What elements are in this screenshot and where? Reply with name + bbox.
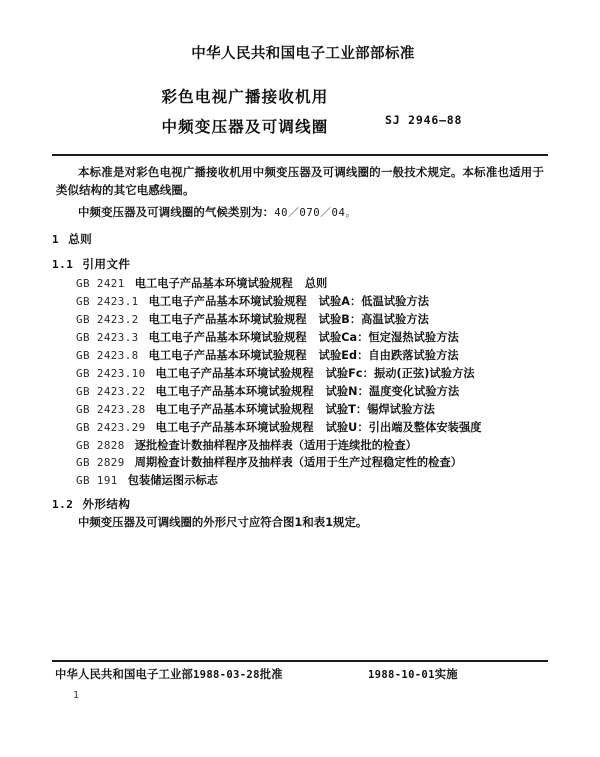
reference-subtitle: 试验U：引出端及整体安装强度 (325, 420, 482, 434)
section-heading-1-1 (0, 256, 600, 272)
reference-title: 周期检查计数抽样程序及抽样表（适用于生产过程稳定性的检查） (134, 456, 463, 470)
effective-statement (368, 666, 458, 682)
reference-code: GB 2423.3 (76, 331, 139, 345)
section-heading-1-2 (0, 496, 600, 512)
reference-list (0, 275, 600, 490)
title-zone (0, 82, 600, 148)
section-number-1-1: 1.1 (52, 258, 74, 272)
list-item (0, 365, 600, 383)
list-item (0, 329, 600, 347)
list-item (0, 347, 600, 365)
reference-title: 电工电子产品基本环境试验规程 (148, 349, 307, 363)
list-item (0, 401, 600, 419)
reference-title: 电工电子产品基本环境试验规程 (155, 420, 314, 434)
reference-code: GB 2423.28 (76, 402, 146, 416)
effective-date: 1988-10-01 (368, 669, 435, 681)
reference-subtitle: 试验B：高温试验方法 (318, 313, 429, 327)
reference-code: GB 2423.10 (76, 366, 146, 380)
list-item (0, 275, 600, 293)
reference-subtitle: 试验N：温度变化试验方法 (325, 384, 460, 398)
list-item (0, 472, 600, 490)
document-body (0, 164, 600, 532)
climate-category-value: 40／070／04。 (274, 206, 357, 219)
approval-date: 1988-03-28 (192, 669, 260, 681)
document-title-line-2: 中频变压器及可调线圈 (161, 118, 329, 136)
reference-title: 电工电子产品基本环境试验规程 (148, 295, 307, 309)
reference-title: 电工电子产品基本环境试验规程 (148, 313, 307, 327)
header-divider (52, 154, 548, 156)
reference-code: GB 2423.22 (76, 384, 146, 398)
reference-code: GB 2829 (76, 456, 125, 470)
section-heading-1 (0, 231, 600, 247)
reference-title: 电工电子产品基本环境试验规程 (155, 366, 314, 380)
reference-title: 包装储运图示标志 (127, 474, 219, 488)
issuing-authority: 中华人民共和国电子工业部部标准 (191, 46, 415, 62)
list-item (0, 311, 600, 329)
approval-statement (55, 666, 283, 682)
list-item (0, 454, 600, 472)
effective-suffix: 实施 (434, 668, 458, 681)
reference-title: 电工电子产品基本环境试验规程 (148, 331, 307, 345)
reference-code: GB 191 (76, 474, 118, 488)
reference-title: 电工电子产品基本环境试验规程 (155, 384, 314, 398)
section-title-1-2: 外形结构 (82, 497, 131, 512)
reference-title: 电工电子产品基本环境试验规程 (155, 402, 314, 416)
reference-subtitle: 试验Ca：恒定湿热试验方法 (318, 331, 459, 345)
list-item (0, 437, 600, 455)
reference-code: GB 2423.29 (76, 420, 146, 434)
section-number-1-2: 1.2 (52, 498, 74, 512)
list-item (0, 419, 600, 437)
reference-subtitle: 试验Ed：自由跌落试验方法 (318, 349, 459, 363)
climate-category-label: 中频变压器及可调线圈的气候类别为： (78, 204, 275, 219)
reference-code: GB 2421 (76, 277, 125, 291)
document-footer (0, 666, 600, 688)
reference-code: GB 2828 (76, 438, 125, 452)
document-title-line-1: 彩色电视广播接收机用 (161, 88, 329, 106)
reference-code: GB 2423.1 (76, 295, 139, 309)
page-number: 1 (73, 690, 80, 701)
footer-divider (52, 660, 548, 662)
document-header (0, 42, 600, 148)
reference-title: 逐批检查计数抽样程序及抽样表（适用于连续批的检查） (134, 438, 417, 452)
climate-category-paragraph (0, 204, 600, 223)
reference-code: GB 2423.2 (76, 313, 139, 327)
list-item (0, 383, 600, 401)
section-number-1: 1 (52, 233, 60, 247)
section-1-2-paragraph: 中频变压器及可调线圈的外形尺寸应符合图1和表1规定。 (78, 515, 368, 530)
intro-paragraph: 本标准是对彩色电视广播接收机用中频变压器及可调线圈的一般技术规定。本标准也适用于类似结构的其它电感线圈。 (56, 165, 544, 197)
reference-subtitle: 总则 (304, 277, 328, 291)
reference-subtitle: 试验A：低温试验方法 (318, 295, 430, 309)
reference-title: 电工电子产品基本环境试验规程 (134, 277, 293, 291)
section-title-1-1: 引用文件 (82, 257, 131, 272)
page-title (105, 82, 385, 142)
reference-subtitle: 试验T：锡焊试验方法 (325, 402, 435, 416)
standard-number: SJ 2946—88 (385, 113, 463, 127)
approval-suffix: 批准 (259, 668, 283, 681)
list-item (0, 293, 600, 311)
section-title-1: 总则 (68, 232, 93, 247)
approval-organization: 中华人民共和国电子工业部 (55, 668, 193, 681)
reference-subtitle: 试验Fc：振动(正弦)试验方法 (325, 366, 475, 380)
reference-code: GB 2423.8 (76, 349, 139, 363)
